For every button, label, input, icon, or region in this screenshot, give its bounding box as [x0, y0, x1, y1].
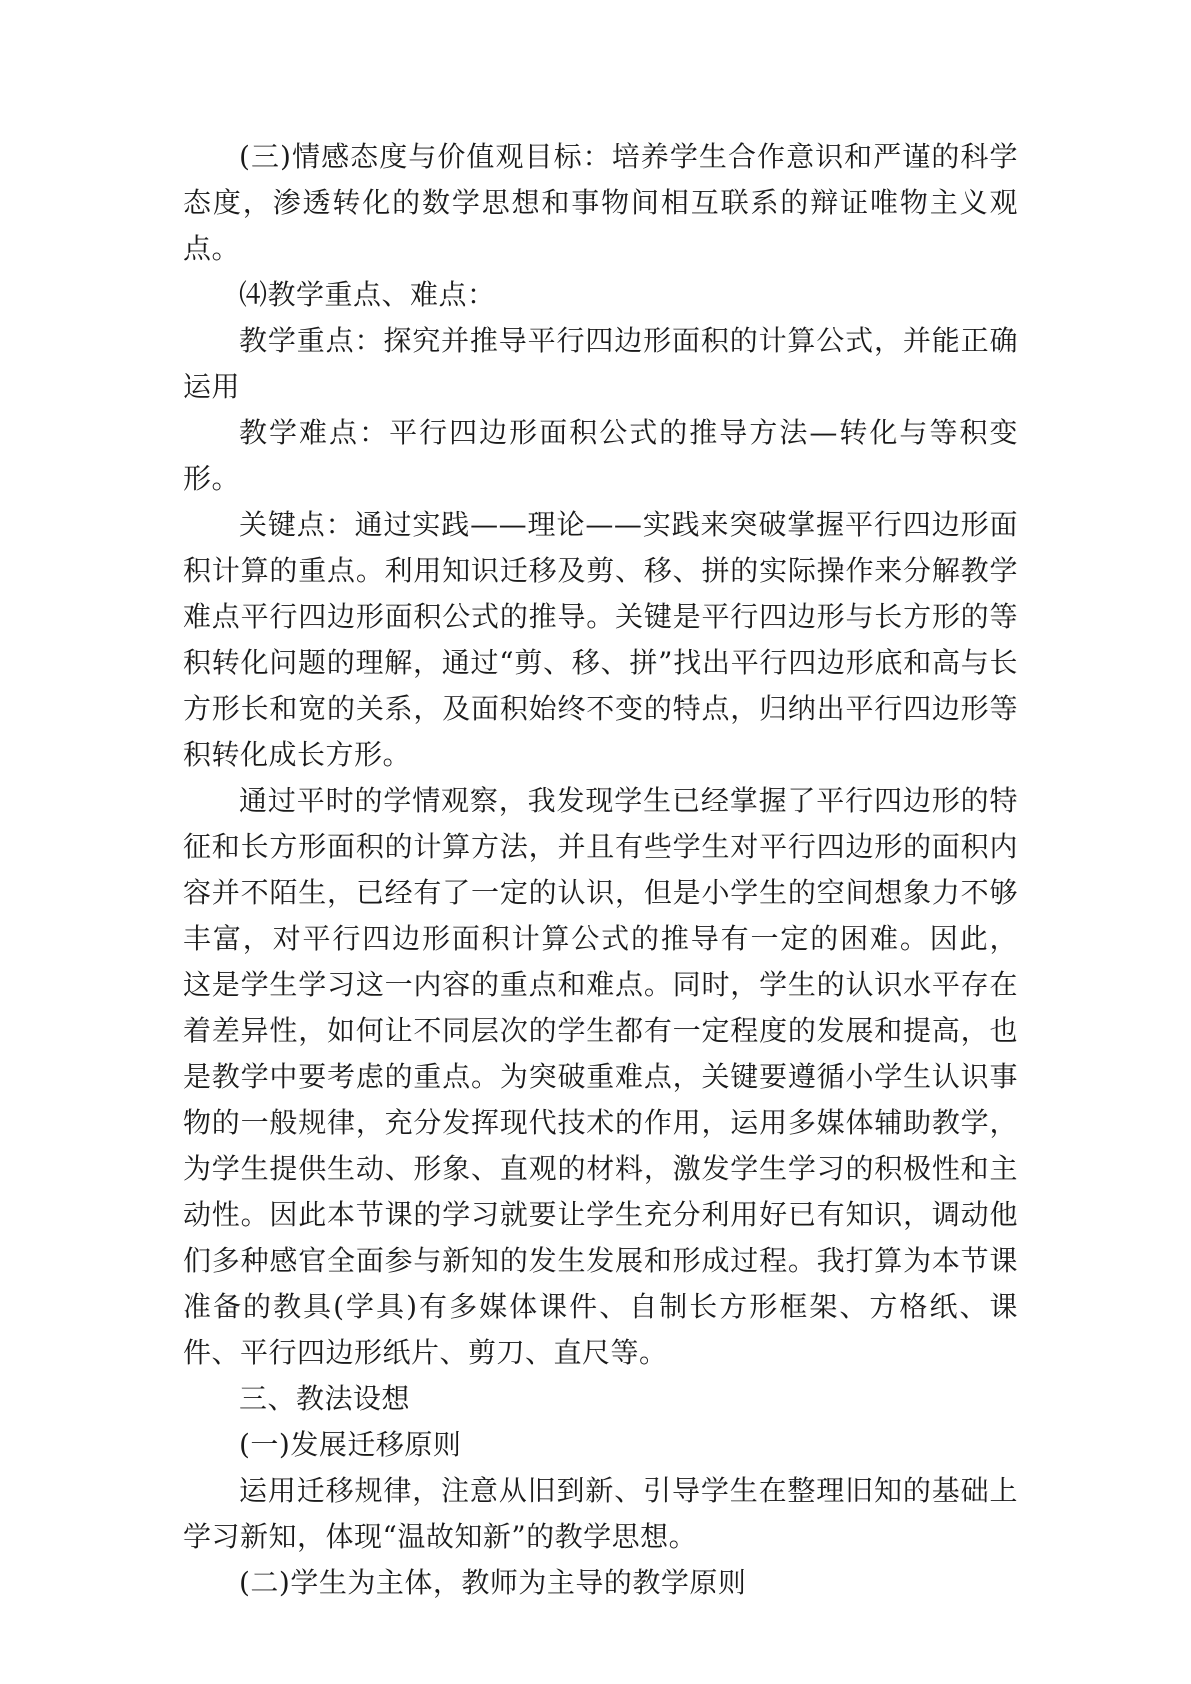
paragraph-teaching-difficulty: 教学难点：平行四边形面积公式的推导方法—转化与等积变形。	[183, 416, 1018, 495]
paragraph-key-point: 关键点：通过实践——理论——实践来突破掌握平行四边形面积计算的重点。利用知识迁移及剪、移、拼的实际操作来分解教学难点平行四边形面积公式的推导。关键是平行四边形与长方形的等积转化问题的理解，通过“剪、移、拼”找出平行四边形底和高与长方形长和宽的关系，及面积始终不变的特点，归纳出平行四边形等积转化成长方形。	[183, 508, 1018, 771]
section-heading-method: 三、教法设想	[239, 1382, 411, 1415]
paragraph-transfer-principle: 运用迁移规律，注意从旧到新、引导学生在整理旧知的基础上学习新知，体现“温故知新”的教学思想。	[183, 1474, 1018, 1553]
paragraph-teaching-focus: 教学重点：探究并推导平行四边形面积的计算公式，并能正确运用	[183, 324, 1018, 403]
subheading-transfer-principle: (一)发展迁移原则	[239, 1428, 462, 1461]
paragraph-key-difficulty-heading: ⑷教学重点、难点：	[239, 278, 496, 311]
paragraph-student-analysis: 通过平时的学情观察，我发现学生已经掌握了平行四边形的特征和长方形面积的计算方法，并且有些学生对平行四边形的面积内容并不陌生，已经有了一定的认识，但是小学生的空间想象力不够丰富，对平行四边形面积计算公式的推导有一定的困难。因此， 这是学生学习这一内容的重点和难点。同时，学生的认识水平存在着差异性，如何让不同层次的学生都有一定程度的发展和提高，也是教学中要考虑的重点。为突破重难点，关键要遵循小学生认识事物的一般规律，充分发挥现代技术的作用，运用多媒体辅助教学，为学生提供生动、形象、直观的材料，激发学生学习的积极性和主动性。因此本节课的学习就要让学生充分利用好已有知识，调动他们多种感官全面参与新知的发生发展和形成过程。我打算为本节课准备的教具(学具)有多媒体课件、自制长方形框架、方格纸、课件、平行四边形纸片、剪刀、直尺等。	[183, 784, 1018, 1369]
document-body	[183, 134, 1018, 1606]
paragraph-affective-goal: (三)情感态度与价值观目标：培养学生合作意识和严谨的科学态度，渗透转化的数学思想和事物间相互联系的辩证唯物主义观点。	[183, 140, 1018, 265]
subheading-student-centered: (二)学生为主体，教师为主导的教学原则	[239, 1566, 747, 1599]
